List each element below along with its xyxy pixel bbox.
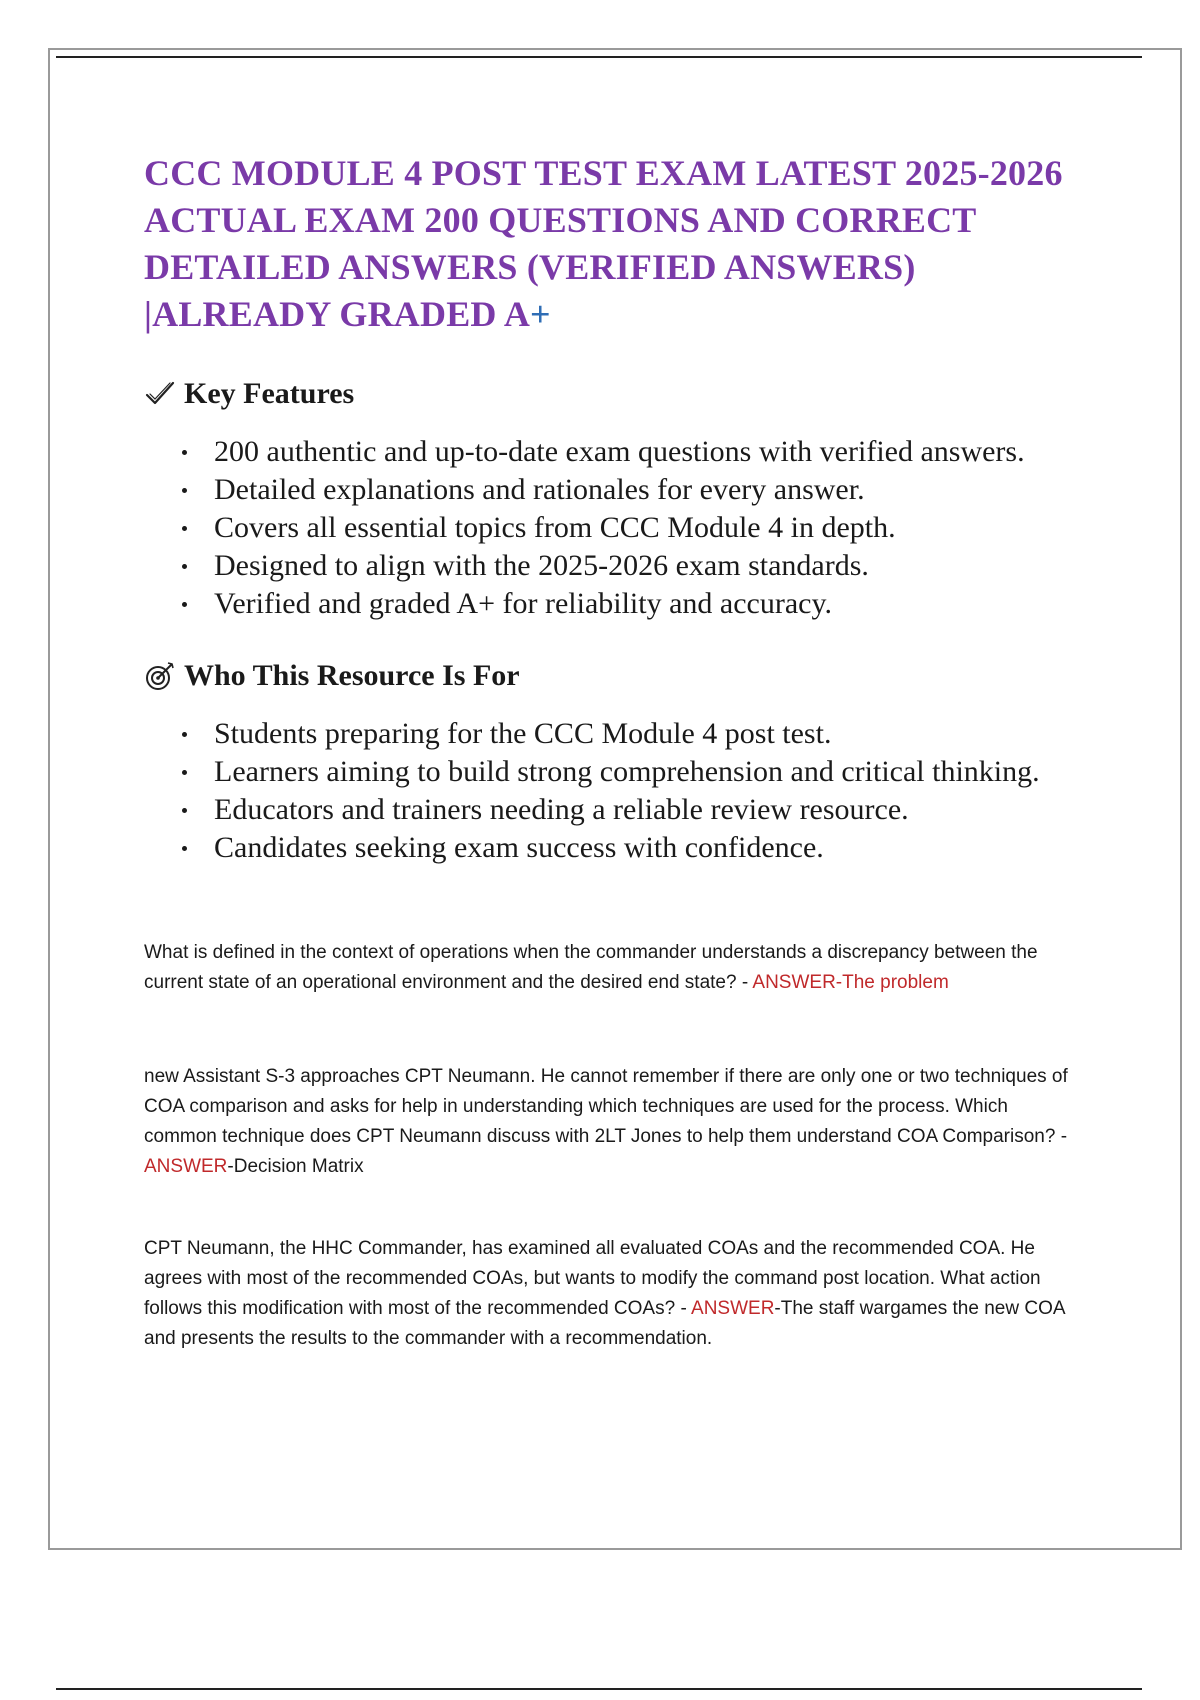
list-item: 200 authentic and up-to-date exam questions with verified answers. [182, 434, 1104, 470]
title-line-4: |ALREADY GRADED A [144, 294, 531, 334]
audience-heading [144, 658, 1104, 694]
title-line-1: CCC MODULE 4 POST TEST EXAM LATEST 2025-2026 [144, 153, 1063, 193]
key-features-list [144, 434, 1104, 622]
title-line-2: ACTUAL EXAM 200 QUESTIONS AND CORRECT [144, 200, 977, 240]
list-item: Covers all essential topics from CCC Module 4 in depth. [182, 510, 1104, 546]
question-answer-2 [144, 1062, 1084, 1182]
question-answer-3 [144, 1234, 1084, 1354]
answer-text: -The staff wargames the new COA and presents the results to the commander with a recommendation. [144, 1298, 1065, 1349]
answer-tag: ANSWER [691, 1298, 775, 1319]
list-item: Learners aiming to build strong comprehension and critical thinking. [182, 754, 1104, 790]
title-line-3: DETAILED ANSWERS (VERIFIED ANSWERS) [144, 247, 916, 287]
question-text: What is defined in the context of operations when the commander understands a discrepancy between the current state of an operational environment and the desired end state? - [144, 942, 1038, 993]
answer-tag: ANSWER [752, 972, 836, 993]
key-features-heading [144, 376, 1104, 412]
audience-label: Who This Resource Is For [184, 659, 520, 692]
question-text: CPT Neumann, the HHC Commander, has examined all evaluated COAs and the recommended COA. He agrees with most of the recommended COAs, but wants to modify the command post location. What action follows this modification with most of the recommended COAs? - [144, 1238, 1041, 1319]
answer-text: -The problem [835, 972, 949, 993]
answer-tag: ANSWER [144, 1156, 228, 1177]
list-item: Students preparing for the CCC Module 4 post test. [182, 716, 1104, 752]
key-features-label: Key Features [184, 377, 355, 410]
audience-list [144, 716, 1104, 866]
list-item: Verified and graded A+ for reliability and accuracy. [182, 586, 1104, 622]
list-item: Detailed explanations and rationales for every answer. [182, 472, 1104, 508]
checkmark-icon [144, 378, 176, 410]
list-item: Candidates seeking exam success with confidence. [182, 830, 1104, 866]
answer-text: -Decision Matrix [227, 1156, 364, 1177]
question-answer-1 [144, 938, 1084, 998]
document-content [144, 150, 1104, 1354]
list-item: Designed to align with the 2025-2026 exam standards. [182, 548, 1104, 584]
bottom-rule [56, 1688, 1142, 1690]
target-icon [144, 660, 176, 692]
document-title [144, 150, 1104, 338]
title-plus: + [530, 294, 551, 334]
question-text: new Assistant S-3 approaches CPT Neumann. He cannot remember if there are only one or two techniques of COA comparison and asks for help in understanding which techniques are used for the process. Which common technique does CPT Neumann discuss with 2LT Jones to help them understand COA Comparison? - [144, 1066, 1068, 1147]
list-item: Educators and trainers needing a reliable review resource. [182, 792, 1104, 828]
